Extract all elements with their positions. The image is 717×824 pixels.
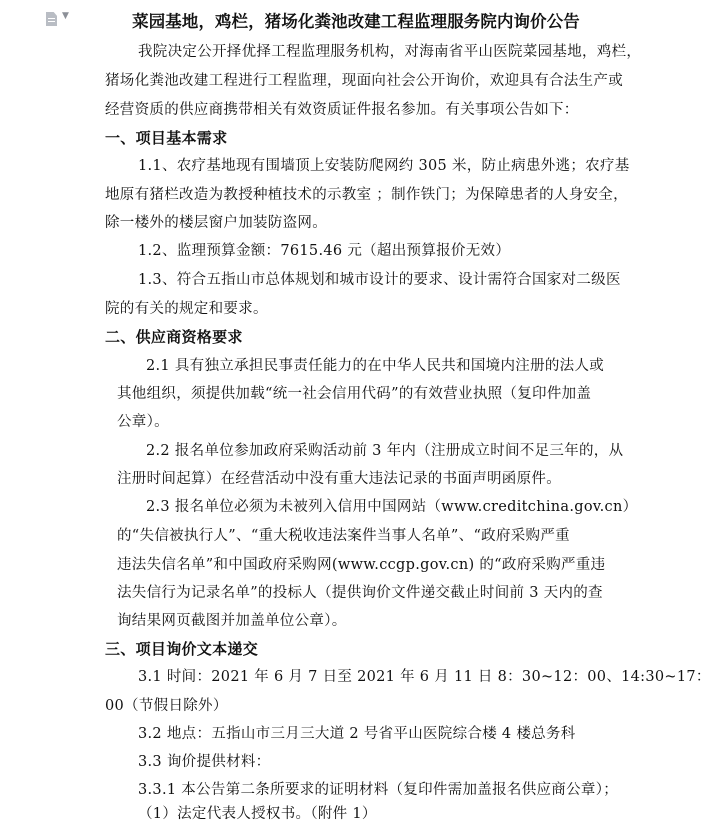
paragraph-line: 3.3.1 本公告第二条所要求的证明材料（复印件需加盖报名供应商公章）； — [138, 782, 619, 798]
chevron-down-icon[interactable]: ▼ — [62, 11, 69, 21]
paragraph-line: 3.2 地点：五指山市三月三大道 2 号省平山医院综合楼 4 楼总务科 — [138, 726, 576, 742]
paragraph-line: 询结果网页截图并加盖单位公章）。 — [117, 613, 347, 629]
paragraph-line: 2.1 具有独立承担民事责任能力的在中华人民共和国境内注册的法人或 — [146, 358, 605, 374]
paragraph-line: 除一楼外的楼层窗户加装防盗网。 — [105, 215, 327, 231]
paragraph-line: （1）法定代表人授权书。（附件 1） — [138, 806, 377, 822]
section-heading: 一、项目基本需求 — [105, 129, 228, 147]
paragraph-line: 注册时间起算）在经营活动中没有重大违法记录的书面声明函原件。 — [117, 471, 561, 487]
paragraph-line: 3.1 时间：2021 年 6 月 7 日至 2021 年 6 月 11 日 8：30~12：00、14:30~17： — [138, 669, 711, 685]
section-heading: 二、供应商资格要求 — [105, 328, 243, 346]
paragraph-line: 1.3、符合五指山市总体规划和城市设计的要求、设计需符合国家对二级医 — [138, 272, 621, 288]
paragraph-line: 经营资质的供应商携带相关有效资质证件报名参加。有关事项公告如下： — [105, 102, 579, 118]
paragraph-line: 2.3 报名单位必须为未被列入信用中国网站（www.creditchina.gov.cn） — [146, 499, 638, 515]
paragraph-line: 其他组织，须提供加载“统一社会信用代码”的有效营业执照（复印件加盖 — [117, 386, 592, 402]
paragraph-line: 院的有关的规定和要求。 — [105, 301, 268, 317]
document-title: 菜园基地，鸡栏，猪场化粪池改建工程监理服务院内询价公告 — [132, 12, 580, 31]
paragraph-line: 00（节假日除外） — [105, 698, 228, 714]
paragraph-line: 违法失信名单”和中国政府采购网(www.ccgp.gov.cn) 的“政府采购严重违 — [117, 557, 606, 573]
paragraph-line: 1.1、农疗基地现有围墙顶上安装防爬网约 305 米，防止病患外逃；农疗基 — [138, 158, 630, 174]
section-heading: 三、项目询价文本递交 — [105, 640, 259, 658]
paragraph-line: 3.3 询价提供材料： — [138, 754, 271, 770]
paragraph-line: 公章）。 — [117, 414, 169, 430]
paragraph-line: 法失信行为记录名单”的投标人（提供询价文件递交截止时间前 3 天内的查 — [117, 585, 603, 601]
paragraph-line: 地原有猪栏改造为教授种植技术的示教室 ；制作铁门；为保障患者的人身安全， — [105, 187, 628, 203]
paragraph-line: 我院决定公开择优择工程监理服务机构，对海南省平山医院菜园基地，鸡栏， — [138, 44, 642, 60]
paragraph-line: 的“失信被执行人”、“重大税收违法案件当事人名单”、“政府采购严重 — [117, 528, 570, 544]
paragraph-line: 猪场化粪池改建工程进行工程监理，现面向社会公开询价，欢迎具有合法生产或 — [105, 73, 623, 89]
paragraph-line: 2.2 报名单位参加政府采购活动前 3 年内（注册成立时间不足三年的，从 — [146, 443, 624, 459]
paragraph-line: 1.2、监理预算金额：7615.46 元（超出预算报价无效） — [138, 243, 511, 259]
